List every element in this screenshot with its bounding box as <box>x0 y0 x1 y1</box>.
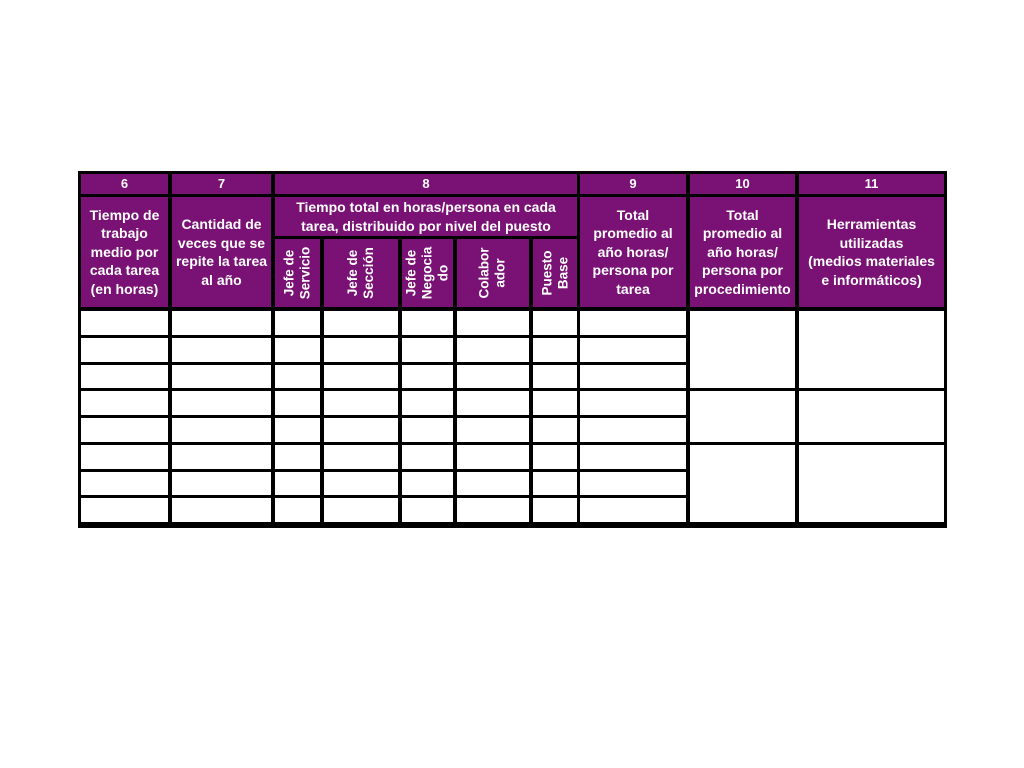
cell-colaborador[interactable] <box>457 498 529 522</box>
header-average-work-time: Tiempo de trabajo medio por cada tarea (en horas) <box>81 197 168 307</box>
cell-jefe-seccion[interactable] <box>324 498 398 522</box>
cell-time[interactable] <box>81 338 168 362</box>
cell-total-per-task[interactable] <box>580 391 686 415</box>
cell-jefe-seccion[interactable] <box>324 311 398 335</box>
cell-colaborador[interactable] <box>457 391 529 415</box>
cell-time[interactable] <box>81 498 168 522</box>
cell-total-per-task[interactable] <box>580 498 686 522</box>
cell-colaborador[interactable] <box>457 311 529 335</box>
column-number-6: 6 <box>81 174 168 194</box>
cell-time[interactable] <box>81 391 168 415</box>
column-number-10: 10 <box>690 174 795 194</box>
cell-time[interactable] <box>81 311 168 335</box>
subheader-jefe-de-servicio: Jefe de Servicio <box>275 239 320 307</box>
cell-jefe-seccion[interactable] <box>324 365 398 388</box>
cell-puesto-base[interactable] <box>533 338 577 362</box>
subheader-colaborador: Colabor ador <box>457 239 529 307</box>
cell-per-procedure-group[interactable] <box>690 391 795 442</box>
subheader-jefe-de-negociado: Jefe de Negocia do <box>402 239 453 307</box>
cell-colaborador[interactable] <box>457 418 529 442</box>
subheader-jefe-de-seccion: Jefe de Sección <box>324 239 398 307</box>
cell-jefe-negociado[interactable] <box>402 472 453 495</box>
cell-jefe-servicio[interactable] <box>275 498 320 522</box>
cell-tools-group[interactable] <box>799 311 944 388</box>
column-number-9: 9 <box>580 174 686 194</box>
cell-total-per-task[interactable] <box>580 472 686 495</box>
cell-total-per-task[interactable] <box>580 418 686 442</box>
cell-colaborador[interactable] <box>457 472 529 495</box>
cell-time[interactable] <box>81 418 168 442</box>
cell-repetitions[interactable] <box>172 472 271 495</box>
header-yearly-average-per-procedure: Total promedio al año horas/ persona por procedimiento <box>690 197 795 307</box>
cell-per-procedure-group[interactable] <box>690 445 795 522</box>
header-yearly-average-per-task: Total promedio al año horas/ persona por tarea <box>580 197 686 307</box>
cell-tools-group[interactable] <box>799 445 944 522</box>
cell-puesto-base[interactable] <box>533 498 577 522</box>
cell-total-per-task[interactable] <box>580 338 686 362</box>
cell-jefe-servicio[interactable] <box>275 365 320 388</box>
cell-puesto-base[interactable] <box>533 472 577 495</box>
cell-jefe-seccion[interactable] <box>324 472 398 495</box>
cell-jefe-seccion[interactable] <box>324 338 398 362</box>
cell-repetitions[interactable] <box>172 365 271 388</box>
cell-total-per-task[interactable] <box>580 445 686 469</box>
cell-time[interactable] <box>81 472 168 495</box>
header-tools-used: Herramientas utilizadas (medios materiales e informáticos) <box>799 197 944 307</box>
column-number-11: 11 <box>799 174 944 194</box>
cell-repetitions[interactable] <box>172 418 271 442</box>
cell-time[interactable] <box>81 445 168 469</box>
cell-jefe-negociado[interactable] <box>402 391 453 415</box>
cell-jefe-servicio[interactable] <box>275 391 320 415</box>
column-number-8: 8 <box>275 174 577 194</box>
cell-repetitions[interactable] <box>172 498 271 522</box>
cell-jefe-servicio[interactable] <box>275 338 320 362</box>
header-yearly-repetitions: Cantidad de veces que se repite la tarea al año <box>172 197 271 307</box>
cell-colaborador[interactable] <box>457 365 529 388</box>
cell-puesto-base[interactable] <box>533 311 577 335</box>
cell-jefe-negociado[interactable] <box>402 338 453 362</box>
cell-jefe-servicio[interactable] <box>275 472 320 495</box>
cell-repetitions[interactable] <box>172 391 271 415</box>
cell-jefe-seccion[interactable] <box>324 391 398 415</box>
cell-per-procedure-group[interactable] <box>690 311 795 388</box>
cell-jefe-negociado[interactable] <box>402 418 453 442</box>
cell-puesto-base[interactable] <box>533 391 577 415</box>
header-total-time-by-level: Tiempo total en horas/persona en cada tarea, distribuido por nivel del puesto <box>275 197 577 236</box>
cell-jefe-servicio[interactable] <box>275 311 320 335</box>
cell-repetitions[interactable] <box>172 445 271 469</box>
cell-puesto-base[interactable] <box>533 445 577 469</box>
cell-puesto-base[interactable] <box>533 365 577 388</box>
cell-jefe-negociado[interactable] <box>402 498 453 522</box>
cell-colaborador[interactable] <box>457 445 529 469</box>
cell-jefe-negociado[interactable] <box>402 445 453 469</box>
cell-time[interactable] <box>81 365 168 388</box>
subheader-puesto-base: Puesto Base <box>533 239 577 307</box>
procedure-time-table <box>78 171 947 528</box>
cell-total-per-task[interactable] <box>580 311 686 335</box>
cell-jefe-seccion[interactable] <box>324 418 398 442</box>
cell-jefe-servicio[interactable] <box>275 418 320 442</box>
cell-puesto-base[interactable] <box>533 418 577 442</box>
cell-jefe-negociado[interactable] <box>402 311 453 335</box>
cell-jefe-negociado[interactable] <box>402 365 453 388</box>
column-number-7: 7 <box>172 174 271 194</box>
cell-colaborador[interactable] <box>457 338 529 362</box>
cell-tools-group[interactable] <box>799 391 944 442</box>
cell-repetitions[interactable] <box>172 311 271 335</box>
cell-total-per-task[interactable] <box>580 365 686 388</box>
cell-jefe-servicio[interactable] <box>275 445 320 469</box>
cell-jefe-seccion[interactable] <box>324 445 398 469</box>
cell-repetitions[interactable] <box>172 338 271 362</box>
